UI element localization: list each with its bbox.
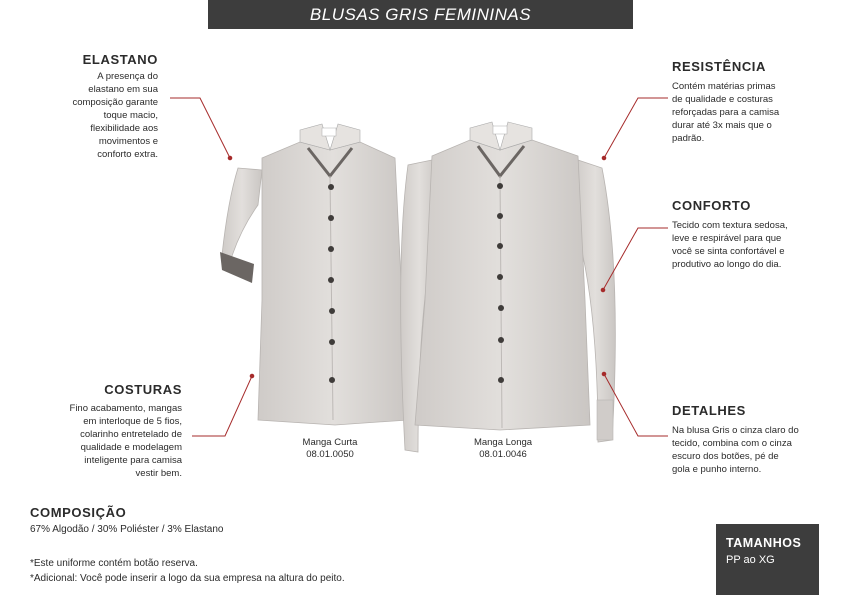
feature-resistencia-title: RESISTÊNCIA [672,59,767,74]
product-name: Manga Longa [473,437,533,448]
feature-conforto-text: Tecido com textura sedosa, leve e respirável para que você se sinta confortável e produtivo ao longo do dia. [672,220,788,270]
product-caption-long-sleeve [453,437,553,461]
tamanhos-value: PP ao XG [726,554,775,566]
tamanhos-box [716,524,819,595]
feature-resistencia-text: Contém matérias primas de qualidade e costuras reforçadas para a camisa durar até 3x mais que o padrão. [672,81,780,144]
tamanhos-title: TAMANHOS [726,536,802,550]
product-code: 08.01.0046 [479,449,527,460]
feature-detalhes-text: Na blusa Gris o cinza claro do tecido, combina com o cinza escuro dos botões, pé de gola e punho interno. [672,425,799,475]
banner-title: BLUSAS GRIS FEMININAS [309,5,532,24]
long-sleeve-shirt [401,122,616,452]
feature-costuras-title: COSTURAS [104,382,182,397]
composicao-title: COMPOSIÇÃO [30,505,127,520]
product-code: 08.01.0050 [306,449,354,460]
product-caption-short-sleeve [280,437,380,461]
composicao-text: 67% Algodão / 30% Poliéster / 3% Elastano [30,524,224,535]
feature-detalhes-title: DETALHES [672,403,746,418]
note-logo: *Adicional: Você pode inserir a logo da sua empresa na altura do peito. [30,573,345,584]
feature-costuras-text: Fino acabamento, mangas em interloque de 5 fios, colarinho entretelado de qualidade e modelagem inteligente para camisa vestir bem. [69,403,182,479]
feature-elastano-text: A presença do elastano em sua composição garante toque macio, flexibilidade aos movimentos e conforto extra. [72,71,158,160]
product-name: Manga Curta [302,437,358,448]
feature-elastano-title: ELASTANO [82,52,158,67]
short-sleeve-shirt [220,124,408,425]
feature-conforto-title: CONFORTO [672,198,751,213]
note-reserve-button: *Este uniforme contém botão reserva. [30,558,198,569]
